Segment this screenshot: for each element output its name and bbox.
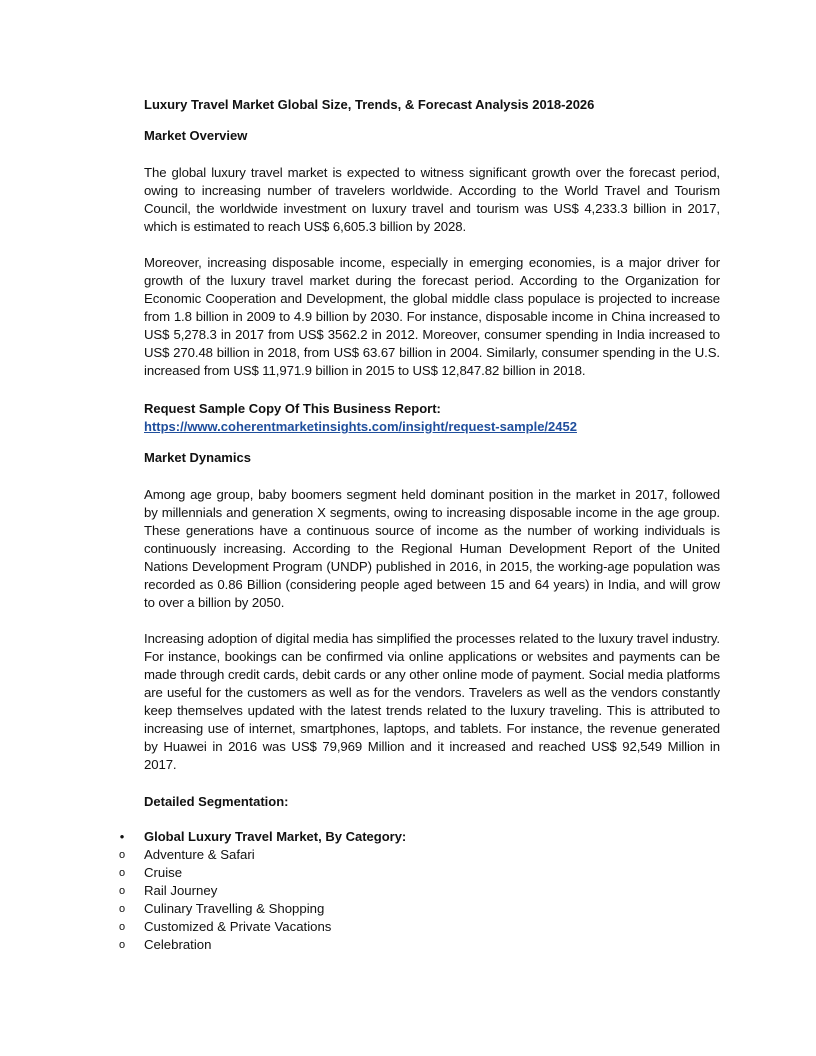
- document-title: Luxury Travel Market Global Size, Trends, & Forecast Analysis 2018-2026: [144, 97, 595, 112]
- hollow-bullet-icon: o: [118, 849, 126, 861]
- list-item-label: Adventure & Safari: [144, 847, 255, 862]
- list-item-label: Celebration: [144, 937, 212, 952]
- hollow-bullet-icon: o: [118, 939, 126, 951]
- list-item: [0, 900, 816, 918]
- list-item-label: Customized & Private Vacations: [144, 919, 332, 934]
- overview-paragraph-2: Moreover, increasing disposable income, especially in emerging economies, is a major driver for growth of the luxury travel market during the forecast period. According to the Organization for Economic Cooperation and Development, the global middle class populace is projected to increase from 1.8 billion in 2009 to 4.9 billion by 2030. For instance, disposable income in China increased to US$ 5,278.3 in 2017 from US$ 3562.2 in 2012. Moreover, consumer spending in India increased to US$ 270.48 billion in 2018, from US$ 63.67 billion in 2004. Similarly, consumer spending in the U.S. increased from US$ 11,971.9 billion in 2015 to US$ 12,847.82 billion in 2018.: [144, 255, 720, 378]
- list-item-label: Rail Journey: [144, 883, 218, 898]
- segmentation-list: [0, 828, 816, 954]
- section-heading-segmentation: Detailed Segmentation:: [144, 794, 289, 809]
- section-heading-overview: Market Overview: [144, 128, 248, 143]
- hollow-bullet-icon: o: [118, 903, 126, 915]
- dynamics-paragraph-2: Increasing adoption of digital media has simplified the processes related to the luxury travel industry. For instance, bookings can be confirmed via online applications or websites and payments can be made through credit cards, debit cards or any other online mode of payment. Social media platforms are useful for the customers as well as for the vendors. Travelers as well as the vendors constantly keep themselves updated with the latest trends related to the luxury traveling. This is attributed to increasing use of internet, smartphones, laptops, and tablets. For instance, the revenue generated by Huawei in 2016 was US$ 79,969 Million and it increased and reached US$ 92,549 Million in 2017.: [144, 631, 720, 772]
- list-item: [0, 882, 816, 900]
- segmentation-group-category: [0, 828, 816, 846]
- sample-request-label: Request Sample Copy Of This Business Report:: [144, 401, 441, 416]
- dynamics-paragraph-1: Among age group, baby boomers segment held dominant position in the market in 2017, followed by millennials and generation X segments, owing to increasing disposable income in the age group. These generations have a continuous source of income as the number of working individuals is continuously increasing. According to the Regional Human Development Report of the United Nations Development Program (UNDP) published in 2016, in 2015, the working-age population was recorded as 0.86 Billion (considering people aged between 15 and 64 years) in India, and will grow to over a billion by 2050.: [144, 487, 720, 610]
- bullet-icon: •: [119, 829, 125, 844]
- list-item: [0, 864, 816, 882]
- list-item-label: Culinary Travelling & Shopping: [144, 901, 325, 916]
- segmentation-group-label: Global Luxury Travel Market, By Category:: [144, 829, 407, 844]
- hollow-bullet-icon: o: [118, 921, 126, 933]
- list-item: [0, 918, 816, 936]
- section-heading-dynamics: Market Dynamics: [144, 450, 251, 465]
- hollow-bullet-icon: o: [118, 885, 126, 897]
- sample-request-link[interactable]: https://www.coherentmarketinsights.com/insight/request-sample/2452: [144, 419, 577, 434]
- overview-paragraph-1: The global luxury travel market is expected to witness significant growth over the forecast period, owing to increasing number of travelers worldwide. According to the World Travel and Tourism Council, the worldwide investment on luxury travel and tourism was US$ 4,233.3 billion in 2017, which is estimated to reach US$ 6,605.3 billion by 2028.: [144, 165, 720, 234]
- list-item: [0, 846, 816, 864]
- hollow-bullet-icon: o: [118, 867, 126, 879]
- list-item: [0, 936, 816, 954]
- list-item-label: Cruise: [144, 865, 183, 880]
